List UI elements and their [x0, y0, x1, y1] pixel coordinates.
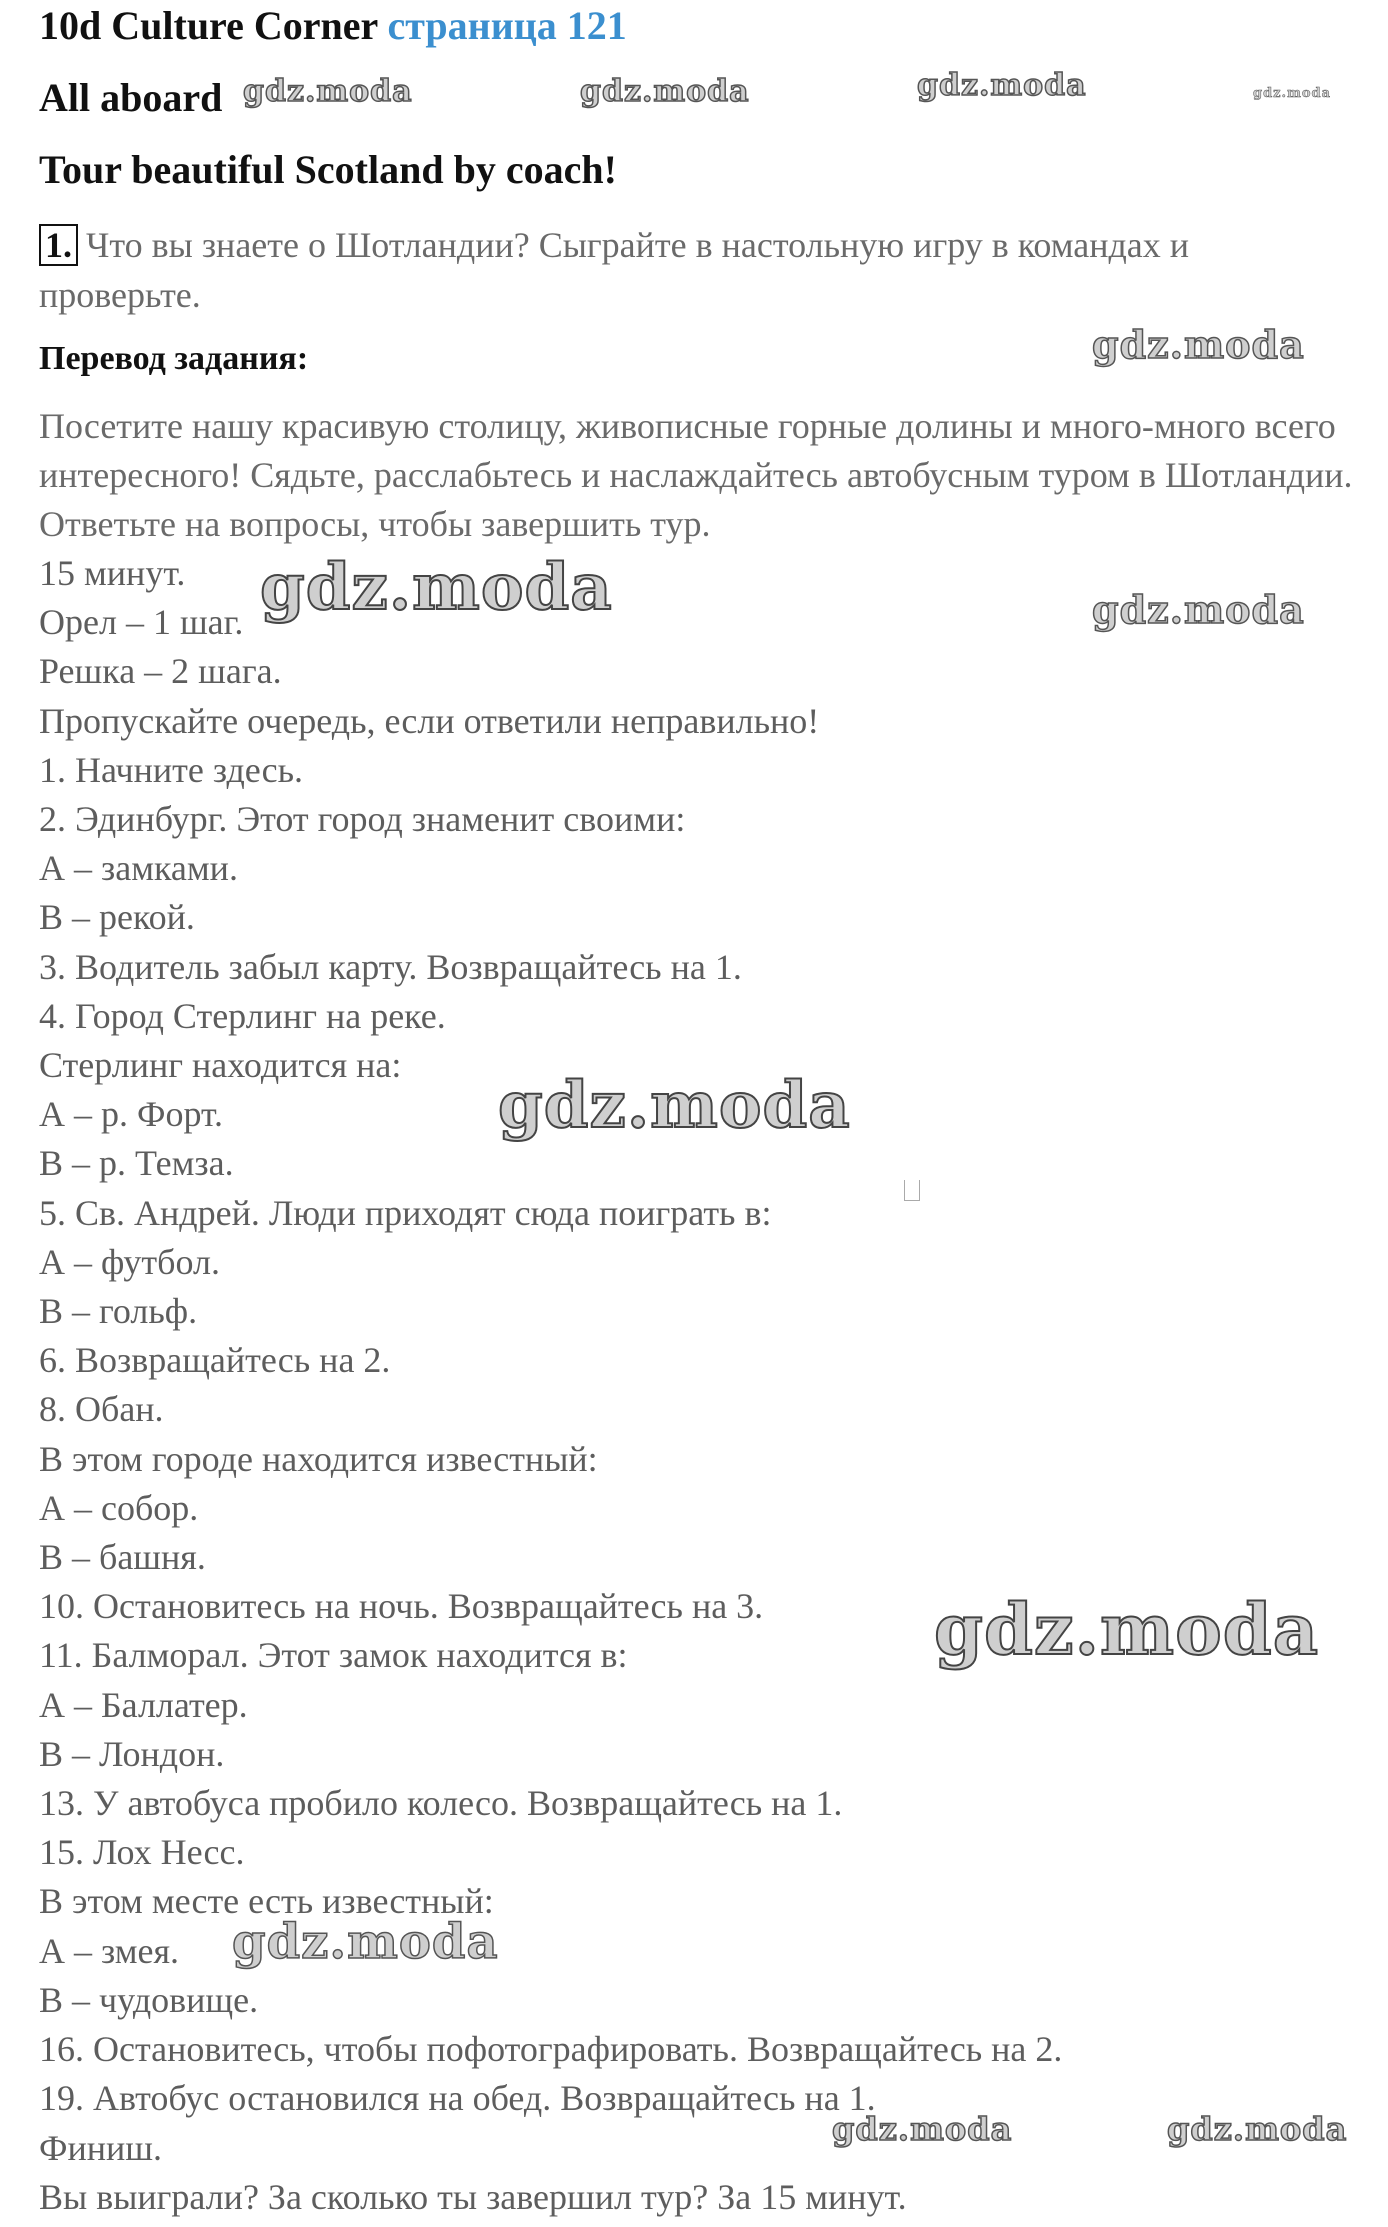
page-title: [39, 2, 627, 49]
translation-line: А – замками.: [39, 848, 238, 889]
intro-paragraph: Посетите нашу красивую столицу, живописные горные долины и много-много всего интересного! Сядьте, расслабьтесь и наслаждайтесь автобусным туром в Шотландии. Ответьте на вопросы, чтобы завершить тур.: [39, 406, 1353, 544]
translation-line: В – Лондон.: [39, 1733, 225, 1774]
watermark: gdz.moda: [580, 74, 750, 109]
task-statement: [39, 220, 1349, 320]
translation-lines: [39, 549, 1359, 2222]
translation-line: 11. Балморал. Этот замок находится в:: [39, 1635, 628, 1676]
translation-line: 4. Город Стерлинг на реке.: [39, 995, 446, 1036]
task-text: Что вы знаете о Шотландии? Сыграйте в настольную игру в командах и проверьте.: [39, 225, 1190, 315]
scan-artifact: [904, 1180, 920, 1201]
translation-line: А – змея.: [39, 1930, 180, 1971]
translation-line: В – башня.: [39, 1537, 206, 1578]
translation-line: 6. Возвращайтесь на 2.: [39, 1340, 391, 1381]
translation-line: 16. Остановитесь, чтобы пофотографировать. Возвращайтесь на 2.: [39, 2029, 1063, 2070]
translation-line: А – Баллатер.: [39, 1684, 248, 1725]
translation-line: 8. Обан.: [39, 1389, 164, 1430]
translation-line: Стерлинг находится на:: [39, 1045, 402, 1086]
translation-line: 19. Автобус остановился на обед. Возвращайтесь на 1.: [39, 2078, 876, 2119]
translation-line: Вы выиграли? За сколько ты завершил тур? За 15 минут.: [39, 2176, 907, 2217]
watermark: gdz.moda: [832, 2110, 1013, 2148]
task-number-box: 1.: [39, 224, 78, 266]
watermark: gdz.moda: [934, 1588, 1320, 1671]
translation-line: А – футбол.: [39, 1241, 220, 1282]
page-number-label: страница 121: [387, 3, 627, 48]
translation-heading: Перевод задания:: [39, 340, 309, 377]
watermark: gdz.moda: [917, 68, 1087, 103]
translation-line: 15. Лох Несс.: [39, 1832, 245, 1873]
translation-line: В – чудовище.: [39, 1979, 259, 2020]
section-title: 10d Culture Corner: [39, 3, 378, 48]
translation-line: 10. Остановитесь на ночь. Возвращайтесь на 3.: [39, 1586, 764, 1627]
translation-line: В этом месте есть известный:: [39, 1881, 494, 1922]
watermark: gdz.moda: [243, 74, 413, 109]
translation-line: Пропускайте очередь, если ответили неправильно!: [39, 700, 820, 741]
translation-line: 15 минут.: [39, 553, 186, 593]
subtitle: All aboard: [39, 75, 223, 120]
translation-line: Орел – 1 шаг.: [39, 602, 244, 643]
watermark: gdz.moda: [232, 1914, 499, 1970]
watermark: gdz.moda: [1167, 2110, 1348, 2148]
translation-line: В – гольф.: [39, 1291, 198, 1332]
translation-line: В этом городе находится известный:: [39, 1438, 598, 1479]
translation-line: В – рекой.: [39, 897, 195, 938]
watermark: gdz.moda: [1092, 587, 1305, 632]
translation-line: В – р. Темза.: [39, 1143, 234, 1184]
watermark: gdz.moda: [498, 1068, 851, 1143]
heading: Tour beautiful Scotland by coach!: [39, 147, 617, 192]
watermark: gdz.moda: [1253, 86, 1332, 101]
translation-line: А – собор.: [39, 1487, 199, 1528]
watermark: gdz.moda: [1092, 322, 1305, 367]
translation-line: Решка – 2 шага.: [39, 651, 282, 692]
translation-line: 5. Св. Андрей. Люди приходят сюда поиграть в:: [39, 1192, 772, 1233]
translation-line: 13. У автобуса пробило колесо. Возвращайтесь на 1.: [39, 1783, 843, 1824]
translation-line: Финиш.: [39, 2127, 162, 2168]
translation-line: 1. Начните здесь.: [39, 749, 304, 790]
translation-line: А – р. Форт.: [39, 1094, 223, 1135]
translation-line: 2. Эдинбург. Этот город знаменит своими:: [39, 799, 686, 840]
translation-line: 3. Водитель забыл карту. Возвращайтесь на 1.: [39, 946, 742, 987]
watermark: gdz.moda: [260, 550, 613, 625]
